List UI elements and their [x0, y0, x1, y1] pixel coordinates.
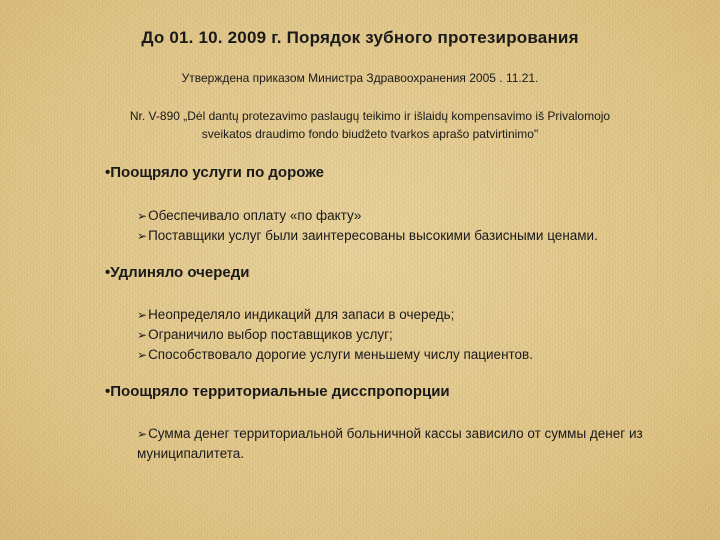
arrow-bullet-icon: ➢ [137, 427, 148, 441]
approval-line: Утверждена приказом Министра Здравоохранения 2005 . 11.21. [181, 71, 539, 85]
slide-title: До 01. 10. 2009 г. Порядок зубного протезирования [141, 28, 579, 47]
list-item: ➢Способствовало дорогие услуги меньшему числу пациентов. [137, 347, 533, 362]
arrow-bullet-icon: ➢ [137, 229, 148, 243]
list-item: ➢Ограничило выбор поставщиков услуг; [137, 327, 393, 342]
arrow-bullet-icon: ➢ [137, 348, 148, 362]
list-item: ➢Сумма денег территориальной больничной кассы зависило от суммы денег из муниципалитета. [137, 426, 643, 461]
list-item: ➢Поставщики услуг были заинтересованы высокими базисными ценами. [137, 228, 598, 243]
arrow-bullet-icon: ➢ [137, 328, 148, 342]
section-heading-expensive-services: •Поощряло услуги по дороже [105, 164, 324, 181]
arrow-bullet-icon: ➢ [137, 308, 148, 322]
list-item: ➢Неопределяло индикаций для запаси в очередь; [137, 307, 455, 322]
arrow-bullet-icon: ➢ [137, 209, 148, 223]
section-list-territorial [137, 424, 677, 464]
section-list-expensive-services [137, 206, 598, 246]
section-list-queues [137, 305, 533, 365]
section-heading-territorial: •Поощряло территориальные дисспропорции [105, 383, 450, 400]
list-item: ➢Обеспечивало оплату «по факту» [137, 208, 362, 223]
order-reference: Nr. V-890 „Dėl dantų protezavimo paslaugų teikimo ir išlaidų kompensavimo iš Privalomojo sveikatos draudimo fondo biudžeto tvarkos aprašo patvirtinimo" [129, 109, 611, 141]
section-heading-queues: •Удлиняло очереди [105, 264, 250, 281]
